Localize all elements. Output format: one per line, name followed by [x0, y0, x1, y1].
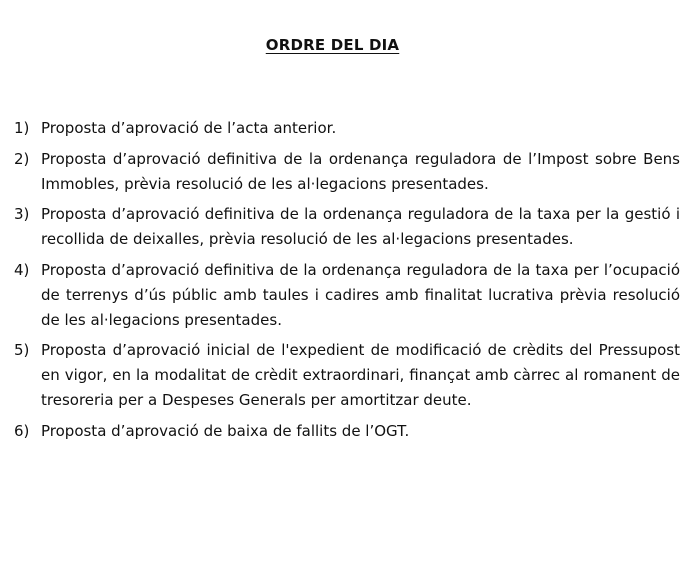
agenda-item-4: [14, 258, 680, 333]
agenda-item-number: 1): [14, 119, 30, 137]
agenda-item-1: [14, 116, 680, 141]
agenda-item-text: Proposta d’aprovació inicial de l'expedient de modificació de crèdits del Pressupost en vigor, en la modalitat de crèdit extraordinari, finançat amb càrrec al romanent de tresoreria per a Despeses Generals per amortitzar deute.: [41, 341, 680, 409]
agenda-item-number: 3): [14, 205, 30, 223]
document-title: ORDRE DEL DIA: [265, 36, 400, 54]
agenda-item-text: Proposta d’aprovació definitiva de la ordenança reguladora de la taxa per la gestió i recollida de deixalles, prèvia resolució de les al·legacions presentades.: [41, 205, 680, 248]
agenda-item-3: [14, 202, 680, 252]
agenda-item-text: Proposta d’aprovació de l’acta anterior.: [41, 119, 337, 137]
agenda-item-text: Proposta d’aprovació definitiva de la ordenança reguladora de la taxa per l’ocupació de terrenys d’ús públic amb taules i cadires amb finalitat lucrativa prèvia resolució de les al·legacions presentades.: [41, 260, 680, 329]
agenda-item-number: 2): [14, 149, 30, 168]
agenda-list: [14, 116, 680, 449]
agenda-item-text: Proposta d’aprovació definitiva de la ordenança reguladora de l’Impost sobre Bens Immobles, prèvia resolució de les al·legacions presentades.: [41, 149, 680, 193]
agenda-item-6: [14, 419, 680, 444]
agenda-item-5: [14, 338, 680, 413]
agenda-item-text: Proposta d’aprovació de baixa de fallits de l’OGT.: [41, 421, 410, 440]
agenda-item-number: 4): [14, 260, 30, 279]
agenda-item-number: 5): [14, 341, 30, 359]
agenda-item-number: 6): [14, 421, 30, 440]
agenda-item-2: [14, 147, 680, 197]
